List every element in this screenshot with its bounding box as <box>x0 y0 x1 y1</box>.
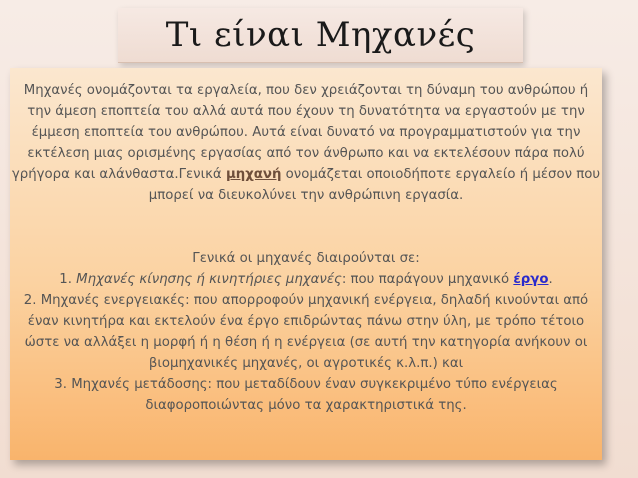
category-item-1 <box>10 269 602 290</box>
link-mixani[interactable]: μηχανή <box>225 167 282 182</box>
link-ergo[interactable]: έργο <box>513 272 549 287</box>
intro-text-after: ονομάζεται οποιοδήποτε εργαλείο ή μέσον που μπορεί να διευκολύνει την ανθρώπινη εργασία. <box>148 167 601 203</box>
item1-emphasis: Μηχανές κίνησης ή κινητήριες μηχανές <box>76 272 342 287</box>
item1-end: . <box>548 272 553 287</box>
spacer <box>10 206 602 227</box>
item1-number: 1. <box>59 272 77 287</box>
content-box <box>10 68 602 460</box>
spacer <box>10 227 602 248</box>
categories-intro: Γενικά οι μηχανές διαιρούνται σε: <box>192 251 420 266</box>
item1-text: : που παράγουν μηχανικό <box>341 272 514 287</box>
slide-title: Τι είναι Μηχανές <box>165 15 476 55</box>
category-item-3: 3. Μηχανές μετάδοσης: που μεταδίδουν έναν συγκεκριμένο τύπο ενέργειας διαφοροποιώντας μόνο τα χαρακτηριστικά της. <box>54 377 558 413</box>
title-box <box>118 8 523 63</box>
intro-paragraph <box>10 80 602 206</box>
category-item-2: 2. Μηχανές ενεργειακές: που απορροφούν μηχανική ενέργεια, δηλαδή κινούνται από έναν κινητήρα και εκτελούν ένα έργο επιδρώντας πάνω στην ύλη, με τρόπο τέτοιο ώστε να αλλάξει η μορφή ή η θέση ή η ενέργεια (σε αυτή την κατηγορία ανήκουν οι βιομηχανικές μηχανές, οι αγροτικές κ.λ.π.) και <box>23 293 589 371</box>
intro-text-before: Μηχανές ονομάζονται τα εργαλεία, που δεν χρειάζονται τη δύναμη του ανθρώπου ή την άμεση εποπτεία του αλλά αυτά που έχουν τη δυνατότητα να εργαστούν με την έμμεση εποπτεία του ανθρώπου. Αυτά είναι δυνατό να προγραμματιστούν για την εκτέλεση μιας ορισμένης εργασίας από τον άνθρωπο και να εκτελέσουν πάρα πολύ γρήγορα και αλάνθαστα.Γενικά <box>11 83 589 182</box>
